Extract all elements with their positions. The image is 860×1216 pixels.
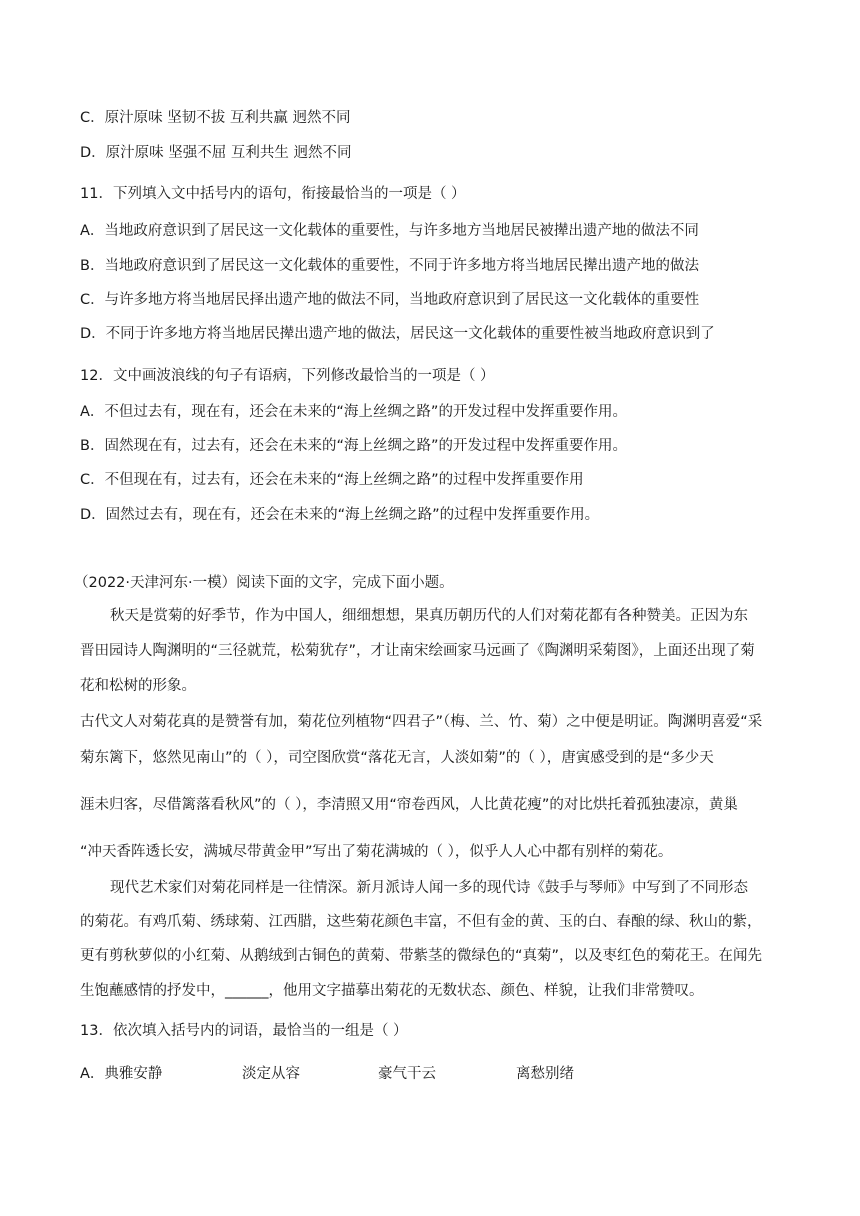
q13-option-a-word1: A．典雅安静	[80, 1066, 163, 1082]
passage-p1-line1: 秋天是赏菊的好季节，作为中国人，细细想想，果真历朝历代的人们对菊花都有各种赞美。正因为东	[110, 608, 748, 624]
q12-option-c: C．不但现在有，过去有，还会在未来的“海上丝绸之路”的过程中发挥重要作用	[80, 472, 584, 488]
q12-stem: 12．文中画波浪线的句子有语病，下列修改最恰当的一项是（ ）	[80, 368, 495, 384]
passage-p3-line4: 生饱蘸感情的抒发中，______，他用文字描摹出菊花的无数状态、颜色、样貌，让我们非常赞叹。	[80, 983, 704, 999]
passage-p2-line4: “冲天香阵透长安，满城尽带黄金甲”写出了菊花满城的（ ），似乎人人心中都有别样的菊花。	[80, 844, 673, 860]
q10-option-d: D．原汁原味 坚强不屈 互利共生 迥然不同	[80, 145, 352, 161]
q12-option-d: D．固然过去有，现在有，还会在未来的“海上丝绸之路”的过程中发挥重要作用。	[80, 507, 600, 523]
passage-p3-line1: 现代艺术家们对菊花同样是一往情深。新月派诗人闻一多的现代诗《鼓手与琴师》中写到了不同形态	[110, 880, 748, 896]
passage-p2-line2: 菊东篱下，悠然见南山”的（ ），司空图欣赏“落花无言，人淡如菊”的（ ），唐寅感受到的是“多少天	[80, 750, 714, 766]
q13-option-a	[80, 1064, 574, 1084]
q11-option-b: B．当地政府意识到了居民这一文化载体的重要性，不同于许多地方将当地居民撵出遗产地的做法	[80, 258, 699, 274]
q13-option-a-word2: 淡定从容	[242, 1066, 300, 1082]
q11-option-d: D．不同于许多地方将当地居民撵出遗产地的做法，居民这一文化载体的重要性被当地政府意识到了	[80, 326, 715, 342]
passage-p2-line1: 古代文人对菊花真的是赞誉有加，菊花位列植物“四君子”（梅、兰、竹、菊）之中便是明证。陶渊明喜爱“采	[80, 714, 763, 730]
passage-source: （2022·天津河东·一模）阅读下面的文字，完成下面小题。	[74, 575, 454, 591]
passage-p2-line3: 涯未归客，尽借篱落看秋风”的（ ），李清照又用“帘卷西风，人比黄花瘦”的对比烘托着孤独凄凉，黄巢	[80, 797, 738, 813]
q13-option-a-word3: 豪气干云	[378, 1066, 436, 1082]
passage-p3-line2: 的菊花。有鸡爪菊、绣球菊、江西腊，这些菊花颜色丰富，不但有金的黄、玉的白、春酿的绿、秋山的紫，	[80, 914, 762, 930]
q12-option-a: A．不但过去有，现在有，还会在未来的“海上丝绸之路”的开发过程中发挥重要作用。	[80, 404, 627, 420]
q12-option-b: B．固然现在有，过去有，还会在未来的“海上丝绸之路”的开发过程中发挥重要作用。	[80, 438, 627, 454]
passage-p1-line3: 花和松树的形象。	[80, 678, 196, 694]
passage-p1-line2: 晋田园诗人陶渊明的“三径就荒，松菊犹存”，才让南宋绘画家马远画了《陶渊明采菊图》，上面还出现了菊	[80, 643, 755, 659]
q13-option-a-word4: 离愁别绪	[516, 1066, 574, 1082]
q13-stem: 13．依次填入括号内的词语，最恰当的一组是（ ）	[80, 1023, 408, 1039]
q10-option-c: C．原汁原味 坚韧不拔 互利共赢 迥然不同	[80, 110, 351, 126]
q11-option-c: C．与许多地方将当地居民择出遗产地的做法不同，当地政府意识到了居民这一文化载体的重要性	[80, 292, 700, 308]
q11-option-a: A．当地政府意识到了居民这一文化载体的重要性，与许多地方当地居民被撵出遗产地的做法不同	[80, 223, 699, 239]
passage-p3-line3: 更有剪秋萝似的小红菊、从鹅绒到古铜色的黄菊、带紫茎的微绿色的“真菊”，以及枣红色的菊花王。在闻先	[80, 948, 763, 964]
q11-stem: 11．下列填入文中括号内的语句，衔接最恰当的一项是（ ）	[80, 186, 466, 202]
